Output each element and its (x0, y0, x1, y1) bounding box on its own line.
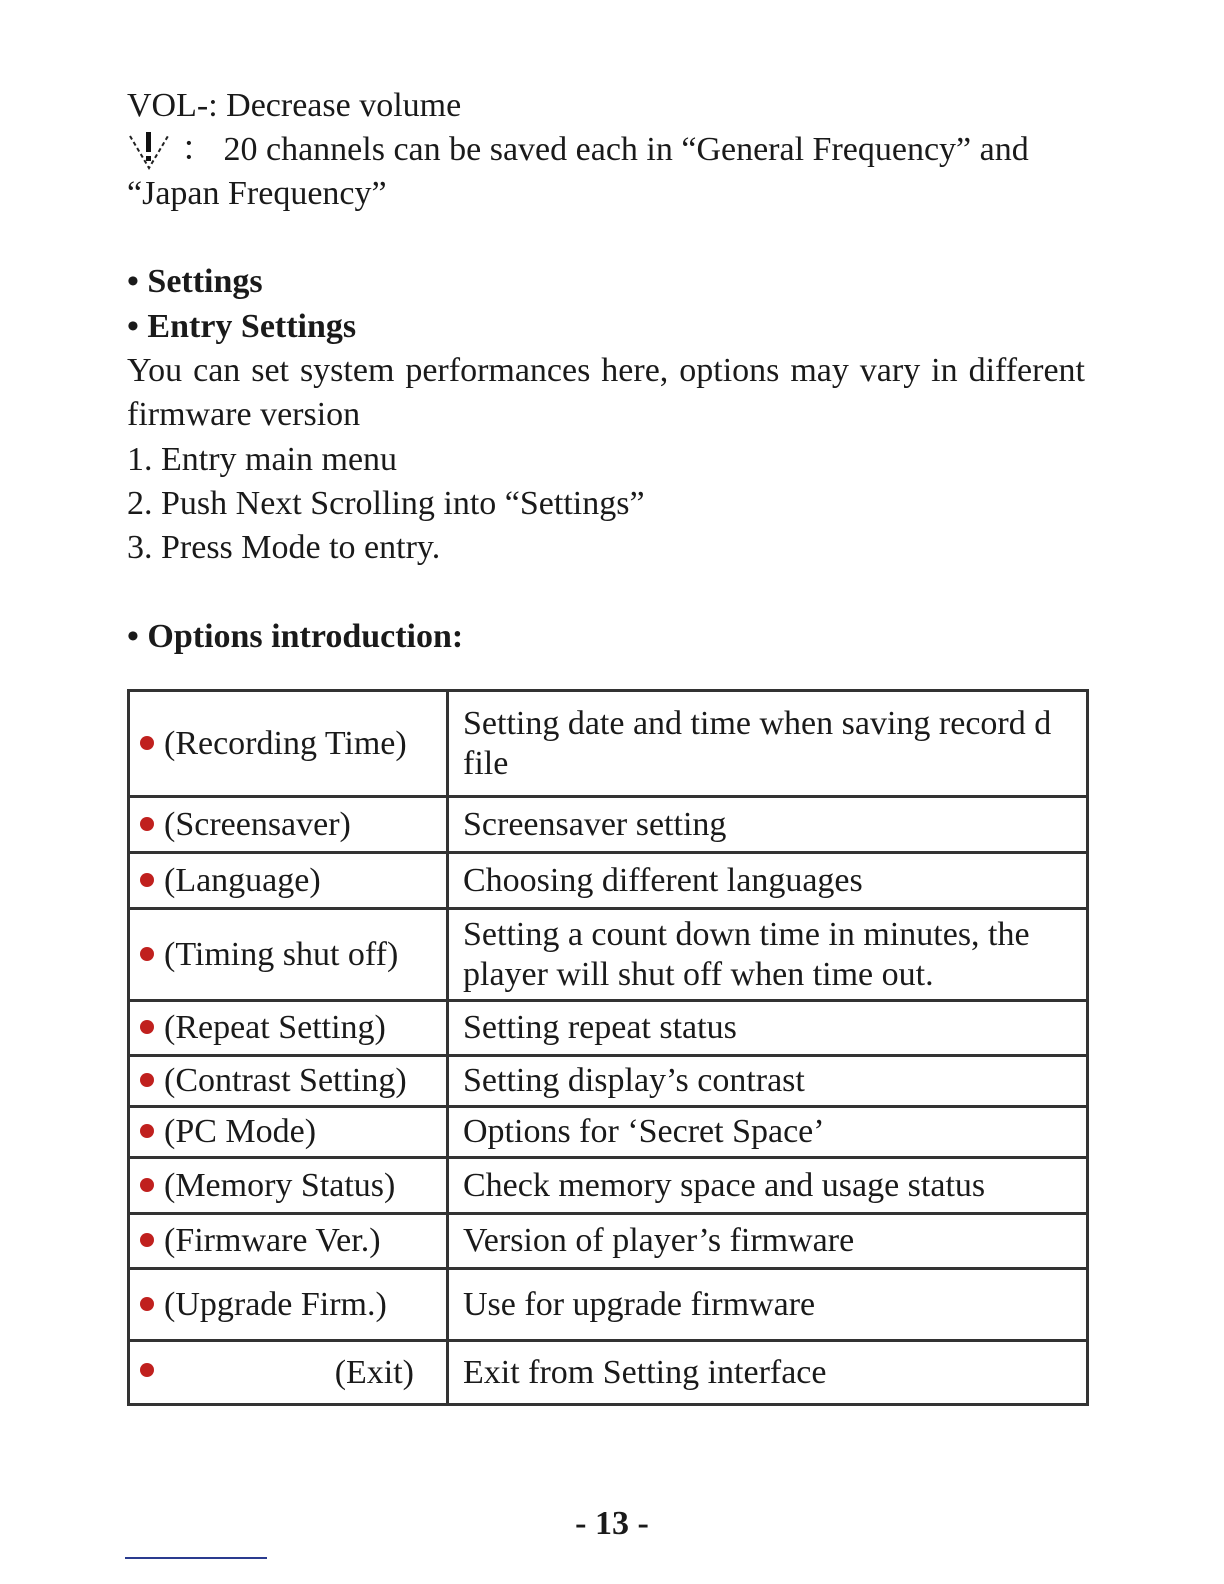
option-label: (PC Mode) (164, 1113, 317, 1150)
option-cell (129, 797, 448, 853)
option-cell (129, 1341, 448, 1405)
table-row (129, 1158, 1088, 1214)
option-cell (129, 691, 448, 797)
description-cell: Choosing different languages (448, 853, 1088, 909)
description-cell: Setting a count down time in minutes, the player will shut off when time out. (448, 909, 1088, 1001)
description-cell: Setting date and time when saving record d file (448, 691, 1088, 797)
description-cell: Screensaver setting (448, 797, 1088, 853)
bullet-icon (140, 1178, 154, 1192)
option-label: (Firmware Ver.) (164, 1222, 381, 1259)
table-row (129, 1056, 1088, 1107)
table-row (129, 1214, 1088, 1269)
description-cell: Options for ‘Secret Space’ (448, 1107, 1088, 1158)
option-label: (Repeat Setting) (164, 1009, 386, 1046)
table-row (129, 1107, 1088, 1158)
option-cell (129, 1158, 448, 1214)
channel-note-continued: “Japan Frequency” (127, 175, 387, 212)
option-label: (Memory Status) (164, 1166, 396, 1204)
options-table (127, 689, 1089, 1406)
bullet-icon (140, 947, 154, 961)
channel-note-text: ： 20 channels can be saved each in “General Frequency” and (181, 131, 1029, 168)
step-1: 1. Entry main menu (127, 441, 398, 478)
option-cell (129, 1001, 448, 1056)
table-row (129, 1341, 1088, 1405)
option-cell (129, 853, 448, 909)
bullet-icon (140, 1363, 154, 1377)
description-cell: Version of player’s firmware (448, 1214, 1088, 1269)
bullet-icon (140, 736, 154, 750)
step-2: 2. Push Next Scrolling into “Settings” (127, 485, 645, 522)
footer-rule (125, 1557, 267, 1559)
option-cell (129, 909, 448, 1001)
bullet-icon (140, 817, 154, 831)
description-cell: Use for upgrade firmware (448, 1269, 1088, 1341)
table-row (129, 797, 1088, 853)
description-cell: Setting display’s contrast (448, 1056, 1088, 1107)
option-label: (Language) (164, 861, 321, 899)
option-label: (Contrast Setting) (164, 1062, 407, 1099)
entry-settings-heading: • Entry Settings (127, 308, 357, 345)
vol-minus-line: VOL-: Decrease volume (127, 87, 462, 124)
table-row (129, 909, 1088, 1001)
bullet-icon (140, 1233, 154, 1247)
option-label: (Timing shut off) (164, 935, 399, 973)
description-cell: Setting repeat status (448, 1001, 1088, 1056)
option-cell (129, 1214, 448, 1269)
bullet-icon (140, 873, 154, 887)
channel-note (127, 128, 1029, 172)
description-cell: Check memory space and usage status (448, 1158, 1088, 1214)
option-label: (Exit) (334, 1353, 414, 1391)
warning-icon (127, 130, 171, 170)
page-number: - 13 - (575, 1505, 649, 1542)
bullet-icon (140, 1124, 154, 1138)
option-label: (Upgrade Firm.) (164, 1285, 387, 1323)
bullet-icon (140, 1073, 154, 1087)
table-row (129, 1001, 1088, 1056)
table-row (129, 853, 1088, 909)
description-cell: Exit from Setting interface (448, 1341, 1088, 1405)
table-row (129, 691, 1088, 797)
table-row (129, 1269, 1088, 1341)
option-label: (Recording Time) (164, 724, 407, 762)
settings-heading: • Settings (127, 263, 263, 300)
option-cell (129, 1107, 448, 1158)
step-3: 3. Press Mode to entry. (127, 529, 441, 566)
option-label: (Screensaver) (164, 805, 351, 843)
bullet-icon (140, 1020, 154, 1034)
option-cell (129, 1056, 448, 1107)
option-cell (129, 1269, 448, 1341)
entry-settings-description: You can set system performances here, options may vary in different firmware version (127, 352, 1085, 433)
bullet-icon (140, 1297, 154, 1311)
options-heading: • Options introduction: (127, 618, 464, 655)
